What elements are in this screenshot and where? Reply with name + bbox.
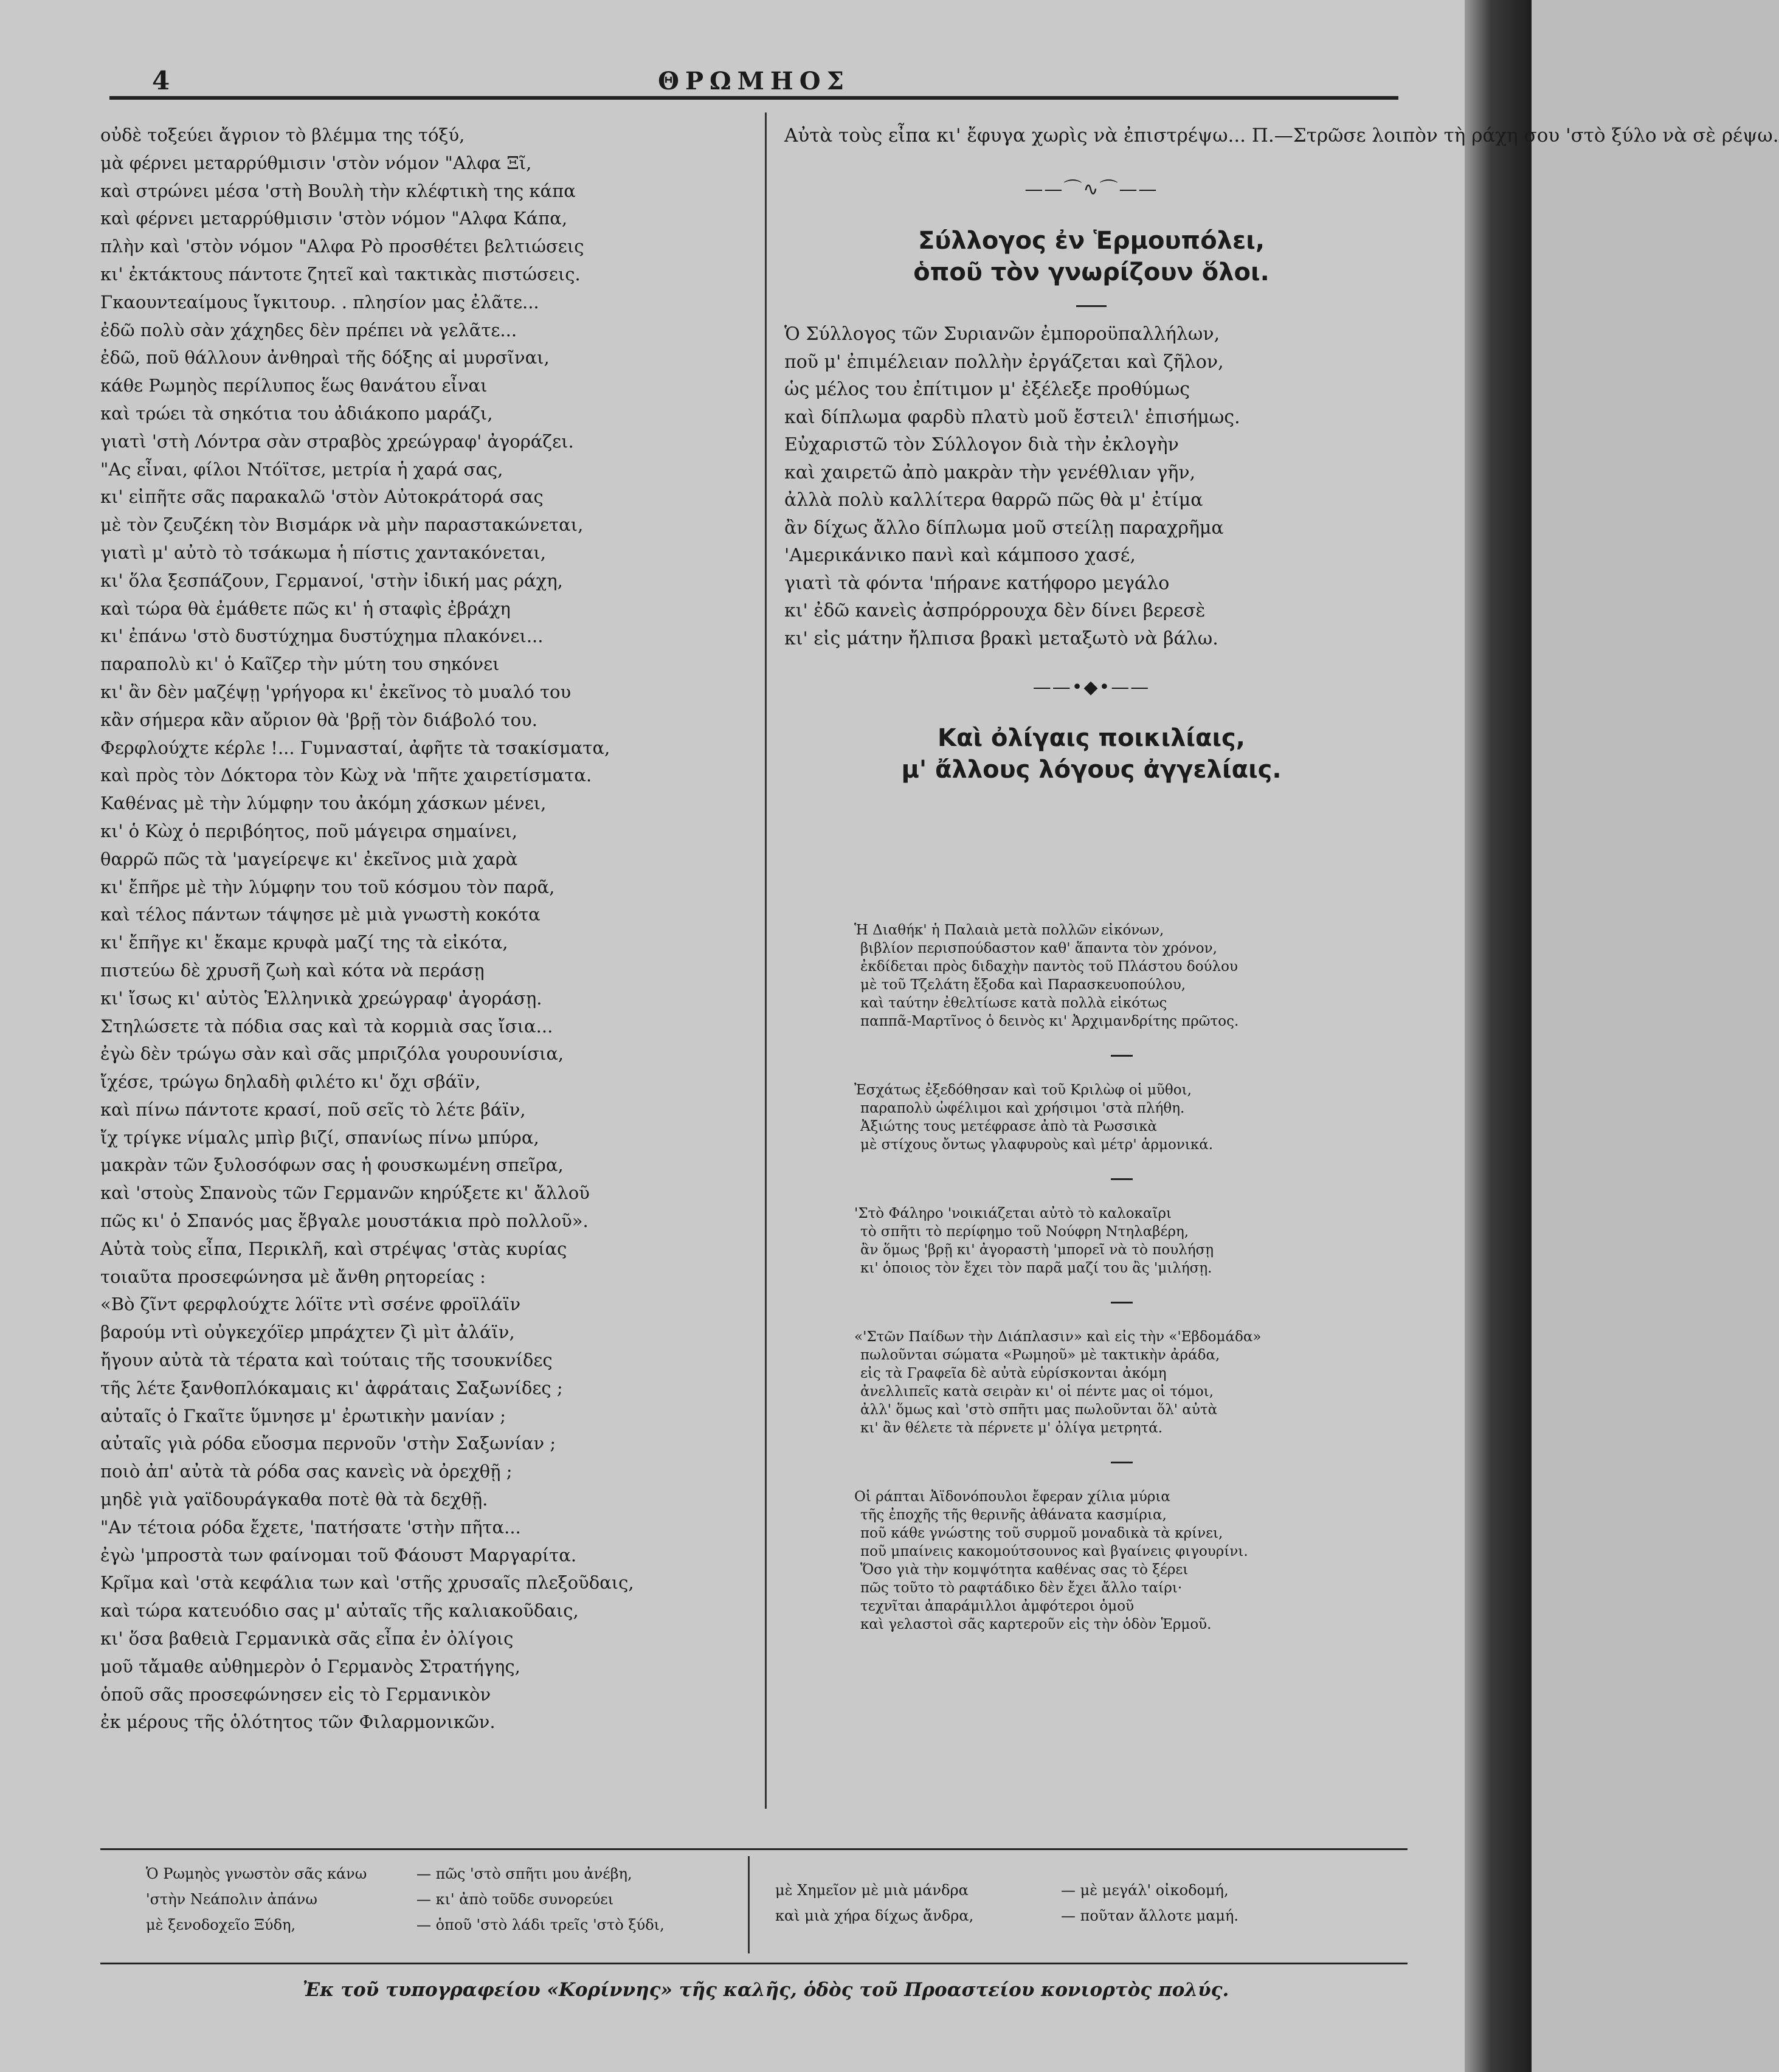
ad-line: Ἡ Διαθήκ' ἡ Παλαιὰ μετὰ πολλῶν εἰκόνων, <box>854 922 1164 938</box>
advertisement <box>854 1081 1389 1154</box>
poem-line: Φερφλούχτε κέρλε !... Γυμνασταί, ἀφῆτε τὰ τσακίσματα, <box>100 737 610 758</box>
section-title-advertisements <box>784 722 1398 786</box>
verse-line: ἀλλὰ πολὺ καλλίτερα θαρρῶ πῶς θὰ μ' ἐτίμα <box>784 489 1203 511</box>
verse-line: ὡς μέλος του ἐπίτιμον μ' ἐξέλεξε προθύμως <box>784 379 1190 400</box>
poem-line: γιατὶ μ' αὐτὸ τὸ τσάκωμα ἡ πίστις χαντακόνεται, <box>100 542 547 563</box>
poem-line: "Ας εἶναι, φίλοι Ντόϊτσε, μετρία ἡ χαρά σας, <box>100 458 503 480</box>
section-title-line: μ' ἄλλους λόγους ἀγγελίαις. <box>901 756 1282 784</box>
ornament-divider: ——•◆•—— <box>1032 677 1150 698</box>
section-title-line: Σύλλογος ἐν Ἑρμουπόλει, <box>917 227 1265 255</box>
poem-line: κι' ἂν δὲν μαζέψῃ 'γρήγορα κι' ἐκεῖνος τὸ μυαλό του <box>100 681 572 702</box>
verse-line: καὶ χαιρετῶ ἀπὸ μακρὰν τὴν γενέθλιαν γῆν, <box>784 461 1196 483</box>
footer-line: μὲ ξενοδοχεῖο Ξύδη, <box>146 1916 296 1933</box>
section-title-syllogos <box>784 225 1398 288</box>
ad-line: παραπολὺ ὠφέλιμοι καὶ χρήσιμοι 'στὰ πλήθη. <box>860 1100 1185 1116</box>
poem-line: καὶ φέρνει μεταρρύθμισιν 'στὸν νόμον "Αλφα Κάπα, <box>100 208 568 229</box>
poem-line: κάθε Ρωμηὸς περίλυπος ἕως θανάτου εἶναι <box>100 375 488 396</box>
ad-line: ποῦ μπαίνεις κακομούτσουνος καὶ βγαίνεις φιγουρίνι. <box>860 1544 1248 1559</box>
ad-line: ἀλλ' ὅμως καὶ 'στὸ σπῆτι μας πωλοῦνται ὅλ' αὐτὰ <box>860 1402 1218 1418</box>
advertisements-list <box>854 921 1389 1639</box>
footer-line: μὲ Χημεῖον μὲ μιὰ μάνδρα <box>775 1882 969 1899</box>
poem-line: κι' ἴσως κι' αὐτὸς Ἑλληνικὰ χρεώγραφ' ἀγοράσῃ. <box>100 987 542 1009</box>
page-number: 4 <box>152 66 170 95</box>
poem-line: Αὐτὰ τοὺς εἶπα, Περικλῆ, καὶ στρέψας 'στὰς κυρίας <box>100 1238 567 1259</box>
poem-line: «Βὸ ζῖντ φερφλούχτε λόϊτε ντὶ σσένε φροϊλάϊν <box>100 1294 521 1315</box>
ad-line: παππᾶ-Μαρτῖνος ὁ δεινὸς κι' Ἀρχιμανδρίτης πρῶτος. <box>860 1014 1239 1029</box>
ad-separator <box>1111 1055 1133 1057</box>
poem-line: ἐδῶ πολὺ σὰν χάχηδες δὲν πρέπει νὰ γελᾶτε... <box>100 319 517 340</box>
poem-line: θαρρῶ πῶς τὰ 'μαγείρεψε κι' ἐκεῖνος μιὰ χαρὰ <box>100 848 518 869</box>
verse-line: ποῦ μ' ἐπιμέλειαν πολλὴν ἐργάζεται καὶ ζῆλον, <box>784 351 1224 373</box>
poem-line: Στηλώσετε τὰ πόδια σας καὶ τὰ κορμιὰ σας ἴσια... <box>100 1015 553 1037</box>
verse-line: γιατὶ τὰ φόντα 'πήρανε κατήφορο μεγάλο <box>784 572 1170 594</box>
poem-line: βαρούμ ντὶ οὐγκεχόϊερ μπράχτεν ζὶ μὶτ ἀλάϊν, <box>100 1322 515 1343</box>
ornament-divider: ——⌒∿⌒—— <box>1024 179 1158 200</box>
right-column <box>784 122 1779 786</box>
poem-line: ἐγὼ δὲν τρώγω σὰν καὶ σᾶς μπριζόλα γουρουνίσια, <box>100 1043 564 1065</box>
poem-line: πλὴν καὶ 'στὸν νόμον "Αλφα Ρὸ προσθέτει βελτιώσεις <box>100 236 584 257</box>
poem-line: γιατὶ 'στὴ Λόντρα σὰν στραβὸς χρεώγραφ' ἀγοράζει. <box>100 430 574 452</box>
ad-line: Ὅσο γιὰ τὴν κομψότητα καθένας σας τὸ ξέρει <box>860 1562 1189 1578</box>
poem-line: οὐδὲ τοξεύει ἄγριον τὸ βλέμμα της τόξύ, <box>100 125 465 145</box>
book-binding-edge <box>1465 0 1532 2072</box>
poem-line: μὲ τὸν ζευζέκη τὸν Βισμάρκ νὰ μὴν παραστακώνεται, <box>100 514 584 536</box>
poem-ending <box>784 122 1779 150</box>
footer-col-2 <box>416 1861 665 1938</box>
ad-line: Ἐσχάτως ἐξεδόθησαν καὶ τοῦ Κριλὼφ οἱ μῦθοι, <box>854 1082 1192 1098</box>
poem-line: κι' ὅλα ξεσπάζουν, Γερμανοί, 'στὴν ἰδική μας ράχη, <box>100 570 563 591</box>
ad-line: ποῦ κάθε γνώστης τοῦ συρμοῦ μοναδικὰ τὰ κρίνει, <box>860 1525 1223 1541</box>
footer-line: — πῶς 'στὸ σπῆτι μου ἀνέβη, <box>416 1865 632 1882</box>
poem-line: πῶς κι' ὁ Σπανός μας ἔβγαλε μουστάκια πρὸ πολλοῦ». <box>100 1210 589 1232</box>
poem-line: αὐταῖς γιὰ ρόδα εὔοσμα περνοῦν 'στὴν Σαξωνίαν ; <box>100 1433 556 1454</box>
page-header <box>109 61 1398 103</box>
footer-line: καὶ μιὰ χήρα δίχως ἄνδρα, <box>775 1907 974 1924</box>
ad-line: καὶ ταύτην ἐθελτίωσε κατὰ πολλὰ εἰκότως <box>860 995 1167 1011</box>
header-rule <box>109 96 1398 100</box>
poem-line: καὶ τώρα θὰ ἐμάθετε πῶς κι' ἡ σταφὶς ἐβράχη <box>100 598 511 619</box>
verse-line: Εὐχαριστῶ τὸν Σύλλογον διὰ τὴν ἐκλογὴν <box>784 434 1179 455</box>
poem-line: κι' εἰπῆτε σᾶς παρακαλῶ 'στὸν Αὐτοκράτορά σας <box>100 486 544 508</box>
ad-separator <box>1111 1462 1133 1463</box>
verse-line: Ὁ Σύλλογος τῶν Συριανῶν ἐμποροϋπαλλήλων, <box>784 323 1220 345</box>
poem-line: μακρὰν τῶν ξυλοσόφων σας ἡ φουσκωμένη σπεῖρα, <box>100 1155 564 1176</box>
footer-line: — ὁποῦ 'στὸ λάδι τρεῖς 'στὸ ξύδι, <box>416 1916 665 1933</box>
footer-divider <box>748 1856 750 1953</box>
ad-line: Οἱ ράπται Ἀϊδονόπουλοι ἔφεραν χίλια μύρια <box>854 1489 1170 1505</box>
poem-line: κἂν σήμερα κἂν αὔριον θὰ 'βρῇ τὸν διάβολό του. <box>100 709 537 730</box>
poem-line: ὁποῦ σᾶς προσεφώνησεν εἰς τὸ Γερμανικὸν <box>100 1684 491 1705</box>
ad-line: πωλοῦνται σώματα «Ρωμηοῦ» μὲ τακτικὴν ἀράδα, <box>860 1347 1220 1363</box>
verse-line: καὶ δίπλωμα φαρδὺ πλατὺ μοῦ ἔστειλ' ἐπισήμως. <box>784 406 1240 428</box>
poem-line: πιστεύω δὲ χρυσῆ ζωὴ καὶ κότα νὰ περάσῃ <box>100 959 485 981</box>
poem-line: τοιαῦτα προσεφώνησα μὲ ἄνθη ρητορείας : <box>100 1266 486 1287</box>
footer-line: — μὲ μεγάλ' οἰκοδομή, <box>1061 1882 1229 1899</box>
ad-line: εἰς τὰ Γραφεῖα δὲ αὐτὰ εὑρίσκονται ἀκόμη <box>860 1366 1167 1381</box>
poem-line: μὰ φέρνει μεταρρύθμισιν 'στὸν νόμον "Αλφα Ξῖ, <box>100 152 532 173</box>
poem-line: καὶ πίνω πάντοτε κρασί, ποῦ σεῖς τὸ λέτε βάϊν, <box>100 1099 526 1120</box>
ad-line: καὶ γελαστοὶ σᾶς καρτεροῦν εἰς τὴν ὁδὸν Ἑρμοῦ. <box>860 1617 1212 1632</box>
verse-line: ἂν δίχως ἄλλο δίπλωμα μοῦ στείλῃ παραχρῆμα <box>784 517 1224 539</box>
footer-line: — κι' ἀπὸ τοῦδε συνορεύει <box>416 1891 614 1908</box>
section-title-line: ὁποῦ τὸν γνωρίζουν ὅλοι. <box>913 258 1269 286</box>
poem-line: Κρῖμα καὶ 'στὰ κεφάλια των καὶ 'στῆς χρυσαῖς πλεξοῦδαις, <box>100 1572 634 1594</box>
ad-line: κι' ἂν θέλετε τὰ πέρνετε μ' ὀλίγα μετρητά. <box>860 1420 1163 1436</box>
poem-line: ἴχέσε, τρώγω δηλαδὴ φιλέτο κι' ὄχι σβάϊν, <box>100 1071 481 1093</box>
poem-line: ἴχ τρίγκε νίμαλς μπὶρ βιζί, σπανίως πίνω μπύρα, <box>100 1127 539 1148</box>
ad-line: ἐκδίδεται πρὸς διδαχὴν παντὸς τοῦ Πλάστου δούλου <box>860 959 1238 975</box>
advertisement <box>854 1328 1389 1437</box>
poem-line: παραπολὺ κι' ὁ Καῖζερ τὴν μύτη του σηκόνει <box>100 654 500 675</box>
ad-line: ἂν ὅμως 'βρῇ κι' ἀγοραστὴ 'μπορεῖ νὰ τὸ πουλήσῃ <box>860 1242 1214 1258</box>
footer-line: 'στὴν Νεάπολιν ἀπάνω <box>146 1891 317 1908</box>
poem-line: καὶ στρώνει μέσα 'στὴ Βουλὴ τὴν κλέφτικὴ της κάπα <box>100 180 576 201</box>
poem-line: Γκαουντεαίμους ἴγκιτουρ. . πλησίον μας ἐλᾶτε... <box>100 291 539 313</box>
ad-line: κι' ὁποιος τὸν ἔχει τὸν παρᾶ μαζί του ἂς 'μιλήσῃ. <box>860 1260 1212 1276</box>
ad-line: ἀνελλιπεῖς κατὰ σειρὰν κι' οἱ πέντε μας οἱ τόμοι, <box>860 1384 1214 1400</box>
ad-line: τὸ σπῆτι τὸ περίφημο τοῦ Νούφρη Ντηλαβέρη, <box>860 1224 1189 1240</box>
footer-line: — ποῦταν ἄλλοτε μαμή. <box>1061 1907 1238 1924</box>
poem-line: ἐγὼ 'μπροστὰ των φαίνομαι τοῦ Φάουστ Μαργαρίτα. <box>100 1544 577 1566</box>
poem-line: καὶ 'στοὺς Σπανοὺς τῶν Γερμανῶν κηρύξετε κι' ἄλλοῦ <box>100 1183 590 1204</box>
poem-line: ἤγουν αὐτὰ τὰ τέρατα καὶ τούταις τῆς τσουκνίδες <box>100 1350 553 1371</box>
poem-line: καὶ τέλος πάντων τάψησε μὲ μιὰ γνωστὴ κοκότα <box>100 904 541 925</box>
poem-line: κι' ἔπῆρε μὲ τὴν λύμφην του τοῦ κόσμου τὸν παρᾶ, <box>100 876 555 897</box>
section-title-line: Καὶ ὀλίγαις ποικιλίαις, <box>938 724 1245 752</box>
verse-line: 'Αμερικάνικο πανὶ καὶ κάμποσο χασέ, <box>784 545 1136 566</box>
poem-line: ἐκ μέρους τῆς ὁλότητος τῶν Φιλαρμονικῶν. <box>100 1711 496 1733</box>
ad-line: τεχνῖται ἀπαράμιλλοι ἀμφότεροι ὁμοῦ <box>860 1598 1135 1614</box>
footer-col-4 <box>1061 1877 1238 1929</box>
poem-line: κι' ὁ Κὼχ ὁ περιβόητος, ποῦ μάγειρα σημαίνει, <box>100 820 518 841</box>
poem-line: αὐταῖς ὁ Γκαῖτε ὕμνησε μ' ἐρωτικὴν μανίαν ; <box>100 1405 506 1426</box>
ad-line: βιβλίον περισπούδαστον καθ' ἅπαντα τὸν χρόνον, <box>860 941 1217 956</box>
masthead-title: ΘΡΩΜΗΟΣ <box>658 67 850 95</box>
advertisement <box>854 1204 1389 1277</box>
verse-line: κι' εἰς μάτην ἤλπισα βρακὶ μεταξωτὸ νὰ βάλω. <box>784 627 1218 649</box>
poem-line: κι' ὅσα βαθειὰ Γερμανικὰ σᾶς εἶπα ἐν ὀλίγοις <box>100 1628 514 1649</box>
ad-separator <box>1111 1178 1133 1180</box>
poem-ending-line: Αὐτὰ τοὺς εἶπα κι' ἔφυγα χωρὶς νὰ ἐπιστρέψω... <box>784 125 1246 147</box>
syllogos-verse <box>784 320 1398 652</box>
ad-line: μὲ τοῦ Τζελάτη ἔξοδα καὶ Παρασκευοπούλου, <box>860 977 1186 993</box>
poem-line: τῆς λέτε ξανθοπλόκαμαις κι' ἀφράταις Σαξωνίδες ; <box>100 1377 563 1398</box>
poem-line: καὶ πρὸς τὸν Δόκτορα τὸν Κὼχ νὰ 'πῆτε χαιρετίσματα. <box>100 765 592 786</box>
poem-line: καὶ τρώει τὰ σηκότια του ἀδιάκοπο μαράζι, <box>100 402 493 424</box>
footer-box <box>100 1848 1408 1964</box>
printer-imprint: Ἐκ τοῦ τυπογραφείου «Κορίννης» τῆς καλῆς, ὁδὸς τοῦ Προαστείου κονιορτὸς πολύς. <box>302 1979 1229 2001</box>
advertisement <box>854 921 1389 1031</box>
footer-col-1 <box>146 1861 367 1938</box>
poem-line: καὶ τώρα κατευόδιο σας μ' αὐταῖς τῆς καλιακοῦδαις, <box>100 1600 579 1621</box>
short-rule <box>1076 305 1107 307</box>
ad-line: μὲ στίχους ὄντως γλαφυροὺς καὶ μέτρ' ἁρμονικά. <box>860 1137 1214 1153</box>
ad-line: τῆς ἐποχῆς τῆς θερινῆς ἀθάνατα κασμίρια, <box>860 1507 1167 1523</box>
poem-line: "Αν τέτοια ρόδα ἔχετε, 'πατήσατε 'στὴν πῆτα... <box>100 1516 521 1538</box>
poem-line: ἐδῶ, ποῦ θάλλουν ἀνθηραὶ τῆς δόξης αἱ μυρσῖναι, <box>100 347 550 368</box>
poem-line: κι' ἔπῆγε κι' ἔκαμε κρυφὰ μαζί της τὰ εἰκότα, <box>100 932 508 953</box>
ad-line: «'Στῶν Παίδων τὴν Διάπλασιν» καὶ εἰς τὴν «'Εβδομάδα» <box>854 1329 1262 1345</box>
poem-line: κι' ἐκτάκτους πάντοτε ζητεῖ καὶ τακτικὰς πιστώσεις. <box>100 263 581 285</box>
poem-column <box>100 122 757 1736</box>
ad-line: πῶς τοῦτο τὸ ραφτάδικο δὲν ἔχει ἄλλο ταίρι· <box>860 1580 1183 1596</box>
footer-line: Ὁ Ρωμηὸς γνωστὸν σᾶς κάνω <box>146 1865 367 1882</box>
advertisement <box>854 1488 1389 1634</box>
poem-line: μοῦ τἄμαθε αὐθημερὸν ὁ Γερμανὸς Στρατήγης, <box>100 1656 520 1677</box>
ad-separator <box>1111 1302 1133 1304</box>
poem-line: ποιὸ ἀπ' αὐτὰ τὰ ρόδα σας κανεὶς νὰ ὀρεχθῇ ; <box>100 1461 513 1482</box>
verse-line: κι' ἐδῶ κανεὶς ἀσπρόρρουχα δὲν δίνει βερεσὲ <box>784 600 1206 621</box>
poem-line: κι' ἐπάνω 'στὸ δυστύχημα δυστύχημα πλακόνει... <box>100 626 544 647</box>
poem-line: μηδὲ γιὰ γαϊδουράγκαθα ποτὲ θὰ τὰ δεχθῇ. <box>100 1489 488 1510</box>
column-divider <box>765 112 767 1809</box>
poem-line: Καθένας μὲ τὴν λύμφην του ἀκόμη χάσκων μένει, <box>100 793 547 814</box>
poem-ending-line: Π.—Στρῶσε λοιπὸν τὴ ράχη σου 'στὸ ξύλο νὰ σὲ ρέψω. <box>1251 125 1779 147</box>
ad-line: Ἀξιώτης τους μετέφρασε ἀπὸ τὰ Ρωσσικὰ <box>860 1119 1158 1134</box>
ad-line: 'Στὸ Φάληρο 'νοικιάζεται αὐτὸ τὸ καλοκαῖρι <box>854 1206 1172 1221</box>
footer-col-3 <box>775 1877 973 1929</box>
